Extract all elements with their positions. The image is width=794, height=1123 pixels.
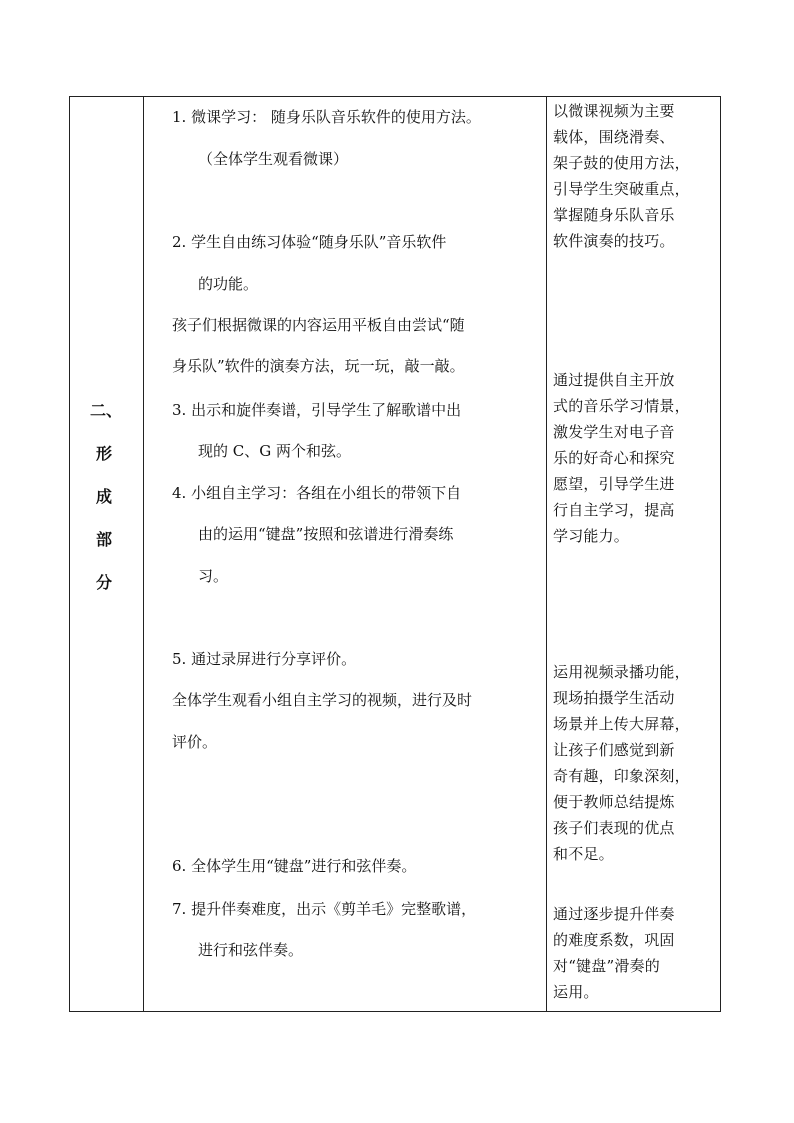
- intent-line: 学习能力。: [553, 527, 630, 545]
- section-title-char: 部: [95, 530, 112, 549]
- column-divider: [546, 97, 547, 1011]
- activity-paragraph: 身乐队”软件的演奏方法，玩一玩，敲一敲。: [172, 357, 465, 375]
- section-title-char: 成: [95, 487, 112, 506]
- intent-line: 式的音乐学习情景，: [553, 397, 690, 415]
- activity-item-7-cont: 进行和弦伴奏。: [198, 941, 304, 959]
- activity-item-7: 7. 提升伴奏难度，出示《剪羊毛》完整歌谱，: [172, 900, 477, 918]
- intent-line: 愿望，引导学生进: [553, 475, 675, 493]
- activity-paragraph: 全体学生观看小组自主学习的视频，进行及时: [172, 691, 473, 709]
- intent-line: 软件演奏的技巧。: [553, 232, 675, 250]
- activity-item-6: 6. 全体学生用“键盘”进行和弦伴奏。: [172, 857, 417, 875]
- activity-item-4: 4. 小组自主学习：各组在小组长的带领下自: [172, 484, 462, 502]
- intent-line: 乐的好奇心和探究: [553, 449, 675, 467]
- intent-line: 掌握随身乐队音乐: [553, 206, 675, 224]
- activity-item-4-cont: 由的运用“键盘”按照和弦谱进行滑奏练: [198, 525, 454, 543]
- intent-line: 运用。: [553, 983, 599, 1001]
- intent-line: 奇有趣，印象深刻，: [553, 767, 690, 785]
- intent-line: 孩子们表现的优点: [553, 819, 675, 837]
- intent-line: 便于教师总结提炼: [553, 793, 675, 811]
- intent-line: 的难度系数，巩固: [553, 931, 675, 949]
- activity-item-1-note: （全体学生观看微课）: [198, 150, 349, 168]
- intent-line: 行自主学习，提高: [553, 501, 675, 519]
- intent-line: 运用视频录播功能，: [553, 663, 690, 681]
- activity-paragraph: 孩子们根据微课的内容运用平板自由尝试“随: [172, 316, 465, 334]
- activity-item-1: 1. 微课学习： 随身乐队音乐软件的使用方法。: [172, 108, 481, 126]
- intent-line: 和不足。: [553, 845, 614, 863]
- section-number: 二、: [90, 401, 123, 420]
- activity-item-4-cont: 习。: [198, 567, 229, 585]
- intent-line: 通过提供自主开放: [553, 371, 675, 389]
- column-divider: [143, 97, 144, 1011]
- activity-item-3: 3. 出示和旋伴奏谱，引导学生了解歌谱中出: [172, 401, 462, 419]
- intent-line: 架子鼓的使用方法，: [553, 154, 690, 172]
- intent-line: 载体，围绕滑奏、: [553, 128, 675, 146]
- activity-paragraph: 评价。: [172, 733, 218, 751]
- intent-line: 以微课视频为主要: [553, 102, 675, 120]
- intent-line: 让孩子们感觉到新: [553, 741, 675, 759]
- intent-line: 激发学生对电子音: [553, 423, 675, 441]
- intent-line: 现场拍摄学生活动: [553, 689, 675, 707]
- intent-line: 引导学生突破重点，: [553, 180, 690, 198]
- activity-item-5: 5. 通过录屏进行分享评价。: [172, 650, 357, 668]
- intent-line: 对“键盘”滑奏的: [553, 957, 660, 975]
- activity-item-2: 2. 学生自由练习体验“随身乐队”音乐软件: [172, 233, 447, 251]
- activity-item-3-cont: 现的 C、G 两个和弦。: [198, 442, 351, 460]
- section-title-char: 分: [95, 573, 112, 592]
- section-title-char: 形: [95, 444, 112, 463]
- intent-line: 通过逐步提升伴奏: [553, 905, 675, 923]
- activity-item-2-cont: 的功能。: [198, 275, 259, 293]
- intent-line: 场景并上传大屏幕，: [553, 715, 690, 733]
